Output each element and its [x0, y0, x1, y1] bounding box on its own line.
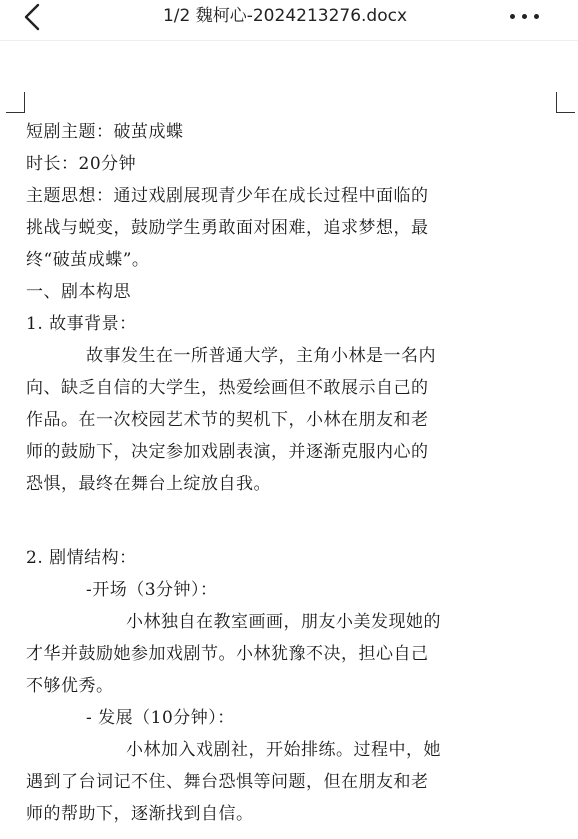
paragraph-line: 恐惧，最终在舞台上绽放自我。: [26, 474, 271, 494]
page-margin-mark-right: [556, 92, 575, 113]
top-bar: [0, 0, 578, 34]
paragraph-line: 不够优秀。: [26, 676, 114, 696]
header-divider: [0, 40, 578, 41]
duration-line: 时长：20分钟: [26, 154, 137, 174]
section-heading: 一、剧本构思: [26, 282, 131, 302]
idea-line: 挑战与蜕变，鼓励学生勇敢面对困难，追求梦想，最: [26, 218, 429, 238]
subsection-heading: 1. 故事背景：: [26, 314, 137, 334]
paragraph-line: 小林加入戏剧社，开始排练。过程中，她: [126, 740, 441, 760]
paragraph-line: 才华并鼓励她参加戏剧节。小林犹豫不决，担心自己: [26, 644, 429, 664]
paragraph-line: 小林独自在教室画画，朋友小美发现她的: [126, 612, 441, 632]
subsection-heading: 2. 剧情结构：: [26, 548, 137, 568]
paragraph-line: 故事发生在一所普通大学，主角小林是一名内: [86, 346, 436, 366]
scene-heading: -开场（3分钟）：: [86, 580, 218, 600]
scene-heading: - 发展（10分钟）：: [86, 708, 235, 728]
page-margin-mark-left: [6, 92, 25, 113]
more-options-button[interactable]: [500, 2, 556, 30]
chevron-left-icon: [18, 2, 46, 32]
paragraph-line: 遇到了台词记不住、舞台恐惧等问题，但在朋友和老: [26, 772, 429, 792]
document-body: [26, 116, 554, 830]
paragraph-line: 向、缺乏自信的大学生，热爱绘画但不敢展示自己的: [26, 378, 429, 398]
document-title: 1/2 魏柯心-2024213276.docx: [162, 6, 408, 26]
back-button[interactable]: [18, 2, 46, 32]
paragraph-line: 作品。在一次校园艺术节的契机下，小林在朋友和老: [26, 410, 429, 430]
idea-line: 终“破茧成蝶”。: [26, 250, 150, 270]
paragraph-line: 师的帮助下，逐渐找到自信。: [26, 804, 254, 824]
theme-line: 短剧主题：破茧成蝶: [26, 122, 184, 142]
idea-line: 主题思想：通过戏剧展现青少年在成长过程中面临的: [26, 186, 429, 206]
paragraph-line: 师的鼓励下，决定参加戏剧表演，并逐渐克服内心的: [26, 442, 429, 462]
